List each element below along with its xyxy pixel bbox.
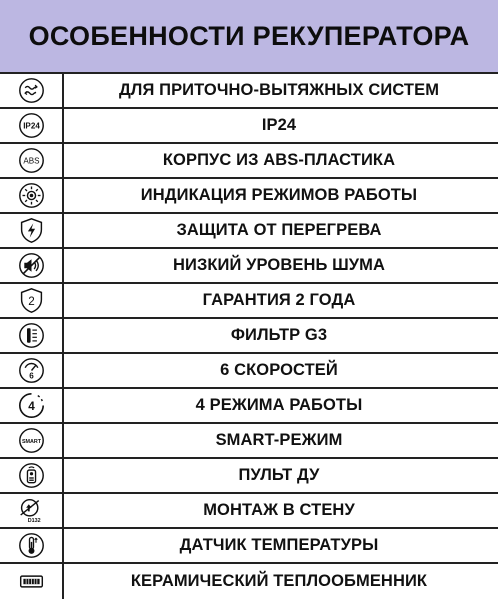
shield-lightning-icon: [18, 217, 45, 244]
feature-row-modes: [0, 389, 498, 424]
svg-text:IP24: IP24: [22, 121, 40, 131]
modes-icon: [18, 392, 45, 419]
svg-text:ABS: ABS: [22, 156, 40, 166]
feature-row-overheat: [0, 214, 498, 249]
ip24-icon: [18, 112, 45, 139]
feature-label: 6 СКОРОСТЕЙ: [220, 361, 338, 379]
feature-row-ceramic: [0, 564, 498, 599]
feature-label: ДАТЧИК ТЕМПЕРАТУРЫ: [179, 536, 379, 554]
icon-cell: [0, 74, 64, 107]
feature-row-warranty: [0, 284, 498, 319]
feature-label: ФИЛЬТР G3: [230, 326, 328, 344]
feature-label: ПУЛЬТ ДУ: [238, 466, 320, 484]
icon-cell: [0, 389, 64, 422]
icon-cell: [0, 109, 64, 142]
page-title: ОСОБЕННОСТИ РЕКУПЕРАТОРА: [28, 20, 470, 51]
icon-cell: [0, 564, 64, 599]
feature-row-low-noise: [0, 249, 498, 284]
header-band: [0, 0, 498, 74]
icon-cell: [0, 284, 64, 317]
svg-text:4: 4: [27, 400, 35, 413]
feature-row-indication: [0, 179, 498, 214]
feature-label: КОРПУС ИЗ ABS-ПЛАСТИКА: [162, 151, 396, 169]
smart-icon: [18, 427, 45, 454]
feature-row-remote: [0, 459, 498, 494]
feature-label: SMART-РЕЖИМ: [215, 431, 343, 449]
icon-cell: [0, 144, 64, 177]
filter-icon: [18, 322, 45, 349]
features-table: [0, 74, 498, 600]
feature-label: НИЗКИЙ УРОВЕНЬ ШУМА: [172, 256, 386, 274]
icon-cell: [0, 494, 64, 527]
airflow-icon: [18, 77, 45, 104]
warranty-shield-icon: [18, 287, 45, 314]
svg-text:6: 6: [28, 371, 34, 381]
feature-label: ИНДИКАЦИЯ РЕЖИМОВ РАБОТЫ: [140, 186, 418, 204]
feature-row-speeds: [0, 354, 498, 389]
feature-row-wall-mount: [0, 494, 498, 529]
feature-label: 4 РЕЖИМА РАБОТЫ: [195, 396, 363, 414]
feature-label: МОНТАЖ В СТЕНУ: [203, 501, 355, 519]
ceramic-exchanger-icon: [18, 568, 45, 595]
icon-cell: [0, 529, 64, 562]
feature-label: IP24: [261, 116, 297, 134]
feature-row-abs: [0, 144, 498, 179]
thermometer-icon: [18, 532, 45, 559]
svg-text:2: 2: [27, 295, 35, 308]
icon-cell: [0, 354, 64, 387]
remote-control-icon: [18, 462, 45, 489]
svg-text:SMART: SMART: [21, 438, 41, 445]
icon-cell: [0, 214, 64, 247]
indicator-light-icon: [18, 182, 45, 209]
wall-mount-icon: [18, 497, 45, 524]
feature-row-airflow: [0, 74, 498, 109]
feature-row-ip24: [0, 109, 498, 144]
speed-dial-icon: [18, 357, 45, 384]
feature-label: ГАРАНТИЯ 2 ГОДА: [202, 291, 356, 309]
feature-label: ДЛЯ ПРИТОЧНО-ВЫТЯЖНЫХ СИСТЕМ: [118, 81, 440, 99]
icon-cell: [0, 249, 64, 282]
icon-cell: [0, 459, 64, 492]
feature-label: ЗАЩИТА ОТ ПЕРЕГРЕВА: [176, 221, 382, 239]
icon-cell: [0, 179, 64, 212]
feature-row-temperature: [0, 529, 498, 564]
feature-row-filter: [0, 319, 498, 354]
icon-cell: [0, 319, 64, 352]
abs-icon: [18, 147, 45, 174]
feature-row-smart: [0, 424, 498, 459]
icon-cell: [0, 424, 64, 457]
feature-label: КЕРАМИЧЕСКИЙ ТЕПЛООБМЕННИК: [130, 572, 428, 590]
svg-text:D132: D132: [27, 518, 41, 524]
speaker-mute-icon: [18, 252, 45, 279]
